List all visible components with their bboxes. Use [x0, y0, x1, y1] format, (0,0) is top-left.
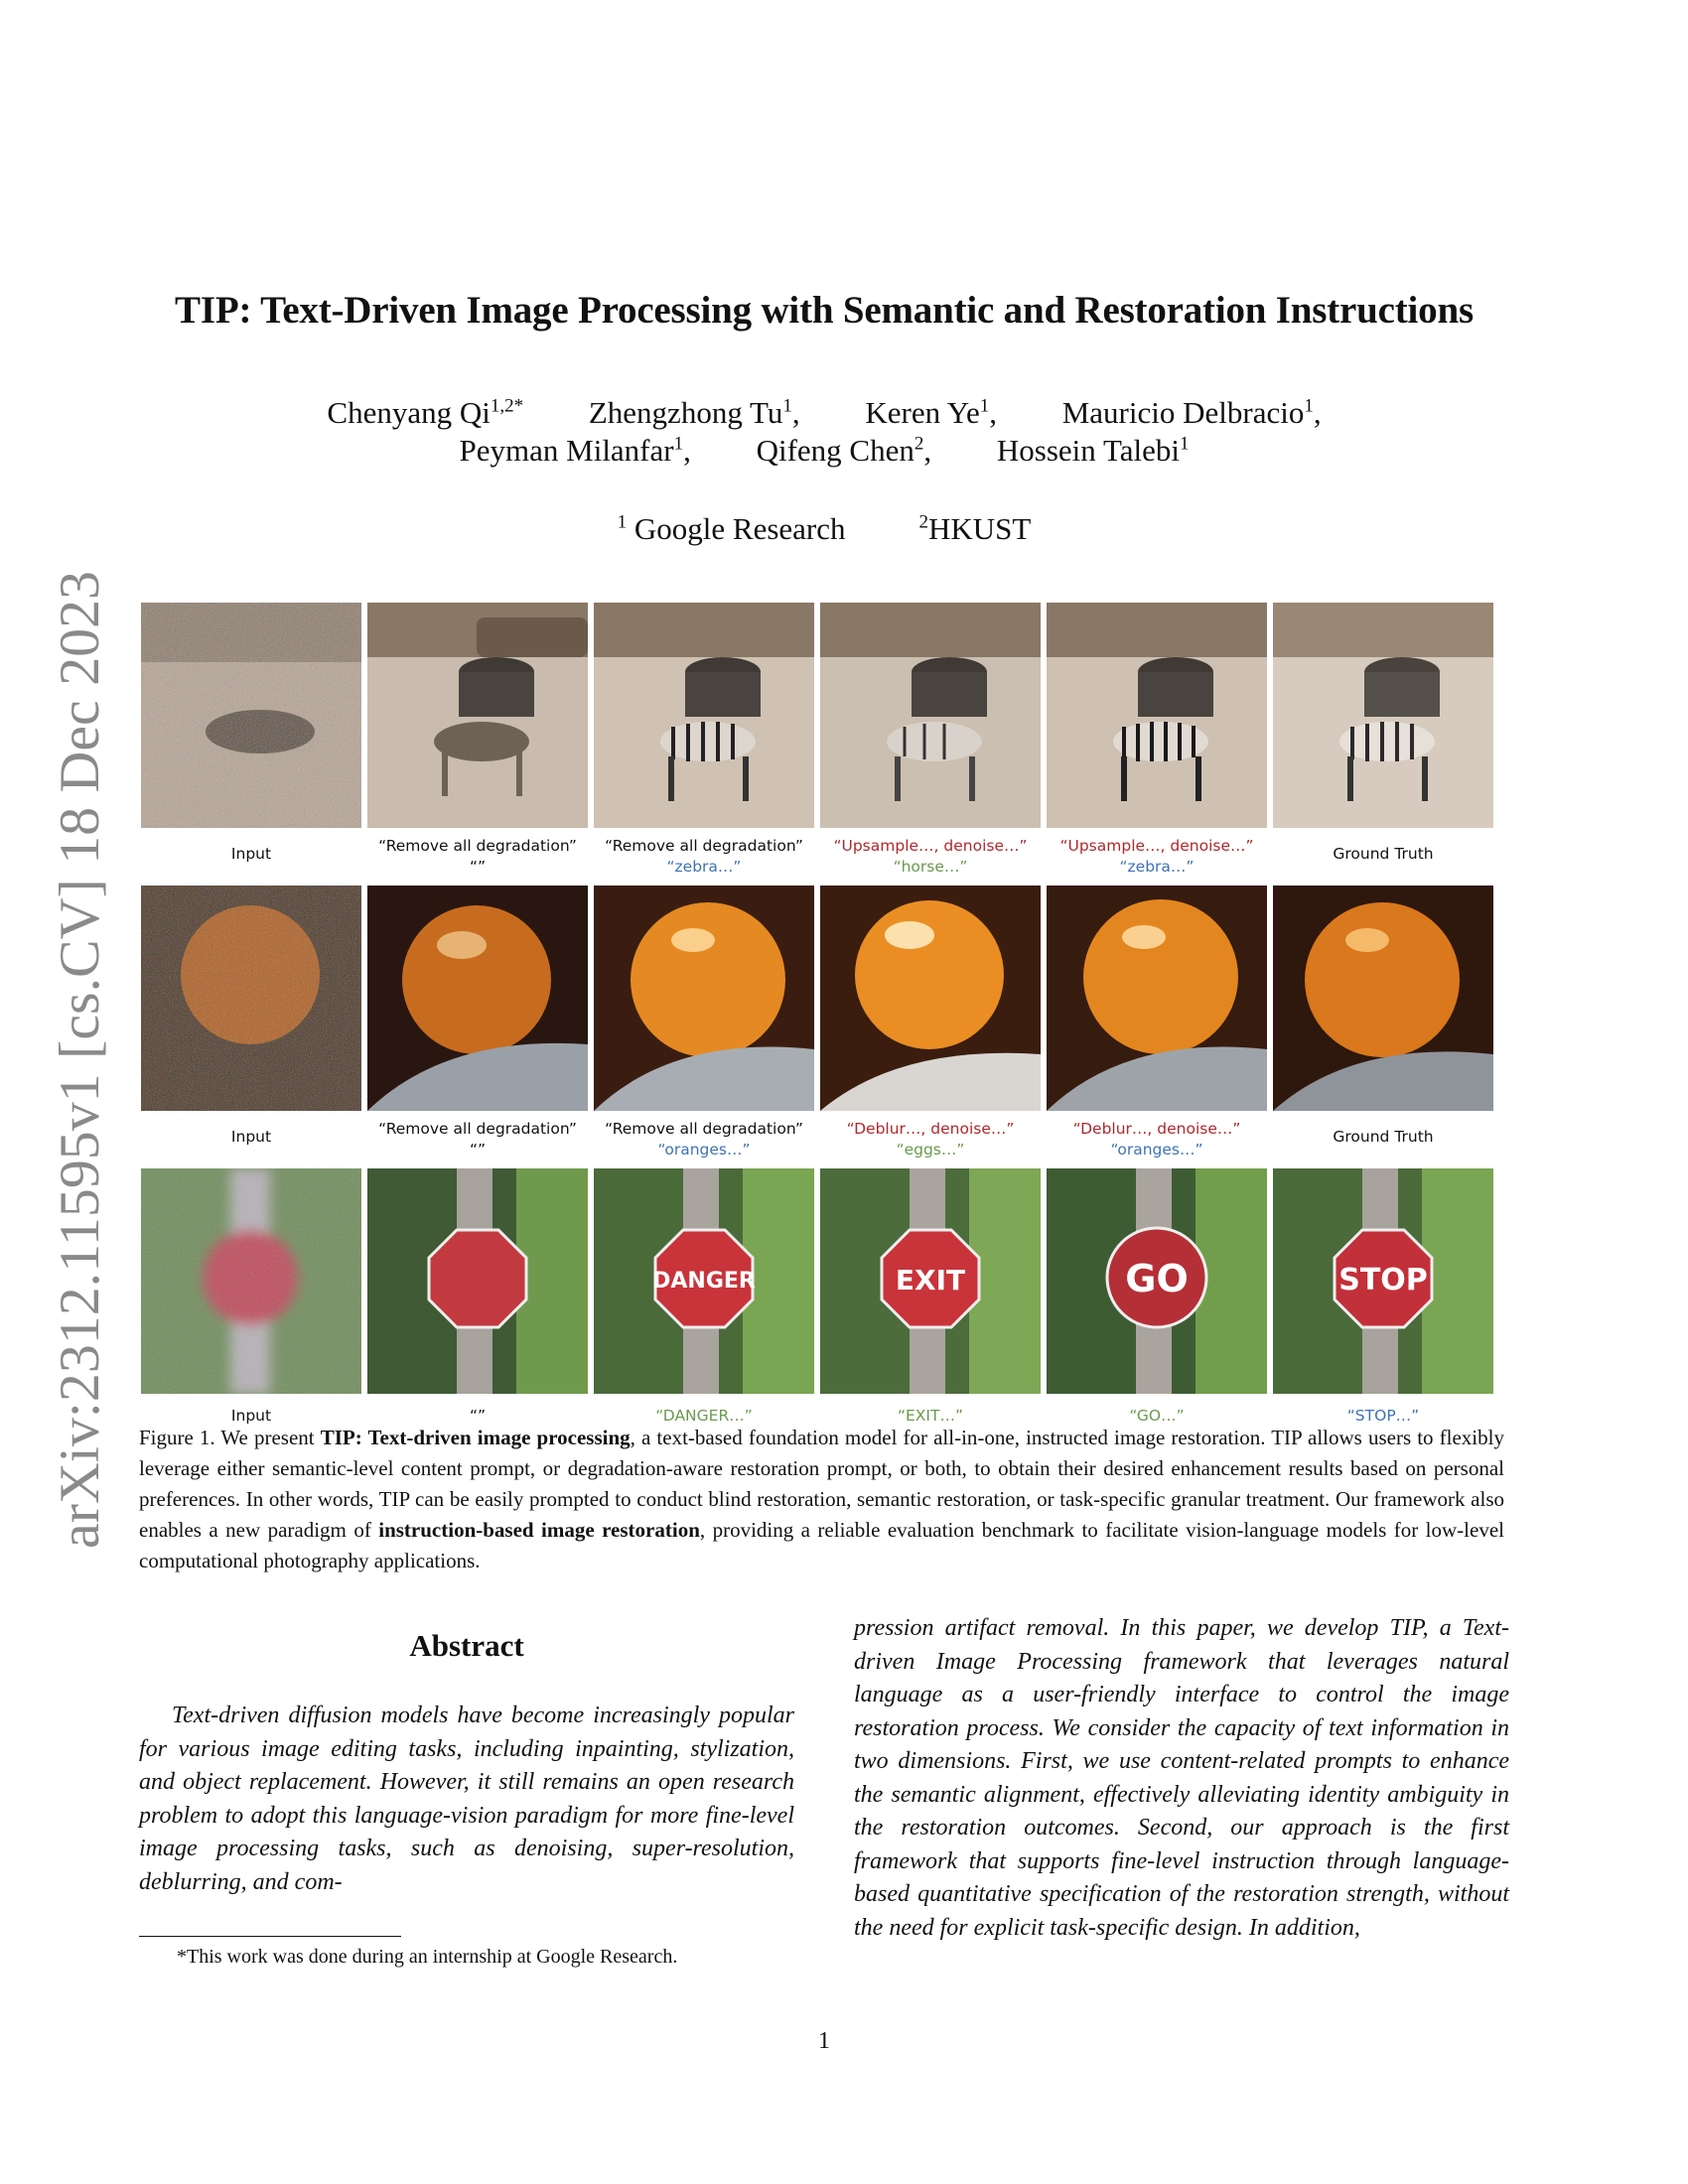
subcaption-line: Ground Truth	[1333, 1128, 1434, 1146]
subcaption-line: Input	[230, 1407, 272, 1425]
subcaption	[1047, 1119, 1267, 1168]
affil-name: Google Research	[633, 511, 846, 546]
figure-captions-zebra	[141, 828, 1501, 886]
subcaption-line: “horse…”	[893, 858, 968, 876]
author-affil: 1	[1304, 395, 1314, 417]
author-affil: 1,2*	[490, 395, 524, 417]
subcaption	[1273, 836, 1493, 886]
author-comma: ,	[791, 395, 800, 430]
zebra-output-horse-prompt	[820, 603, 1041, 828]
author-name: Qifeng Chen	[756, 433, 914, 468]
subcaption	[594, 1119, 814, 1168]
subcaption-line: “oranges…”	[1110, 1141, 1203, 1159]
subcaption-line: “Remove all degradation”	[605, 1120, 803, 1138]
subcaption	[820, 836, 1041, 886]
sign-output-go	[1047, 1168, 1267, 1394]
sign-output-danger	[594, 1168, 814, 1394]
caption-text: Figure 1. We present	[139, 1426, 321, 1449]
figure-row-oranges	[141, 886, 1501, 1111]
subcaption-line: Ground Truth	[1333, 845, 1434, 863]
subcaption	[141, 1119, 361, 1168]
author-affil: 1	[782, 395, 792, 417]
affil-num: 2	[918, 511, 929, 533]
author-affil: 1	[979, 395, 990, 417]
author-name: Mauricio Delbracio	[1061, 395, 1305, 430]
orange-output-orange-prompt	[594, 886, 814, 1111]
caption-bold: instruction-based image restoration	[378, 1518, 700, 1542]
zebra-output-blind	[367, 603, 588, 828]
orange-ground-truth	[1273, 886, 1493, 1111]
author-comma: ,	[923, 433, 932, 468]
author-name: Peyman Milanfar	[459, 433, 674, 468]
author-comma: ,	[683, 433, 691, 468]
caption-text: , a text-based foundation model for all-in-one, instructed image restoration. TIP allows users to flexibly leverage either semantic-level content prompt, or degradation-aware restoration prompt, or both, to obtain their desired enhancement results based on personal preferences. In other words, TIP can be easily prompted to conduct blind restoration, semantic restoration, or task-specific granular treatment. Our framework also enables a new paradigm of	[139, 1426, 1504, 1542]
subcaption-line: “STOP…”	[1346, 1407, 1420, 1425]
author-row-2	[0, 433, 1648, 469]
subcaption-line: “Deblur…, denoise…”	[1072, 1120, 1241, 1138]
figure-1	[141, 603, 1501, 1427]
sign-text: EXIT	[895, 1264, 966, 1297]
sign-text: STOP	[1338, 1263, 1428, 1297]
figure-captions-oranges	[141, 1111, 1501, 1168]
zebra-input-image	[141, 603, 361, 828]
subcaption	[141, 836, 361, 886]
subcaption-line: “Deblur…, denoise…”	[846, 1120, 1015, 1138]
zebra-output-restore-zebra	[1047, 603, 1267, 828]
orange-output-egg-prompt	[820, 886, 1041, 1111]
subcaption-line: “EXIT…”	[897, 1407, 963, 1425]
affil-name: HKUST	[928, 511, 1032, 546]
subcaption-line: Input	[230, 1128, 272, 1146]
orange-output-restore-orange	[1047, 886, 1267, 1111]
subcaption	[367, 836, 588, 886]
arxiv-stamp-svg	[55, 571, 114, 1549]
figure-row-zebra	[141, 603, 1501, 828]
affil-num: 1	[617, 511, 628, 533]
page-number: 1	[818, 2028, 830, 2054]
sign-input-image	[141, 1168, 361, 1394]
footnote-rule	[139, 1936, 401, 1937]
author-name: Zhengzhong Tu	[588, 395, 783, 430]
subcaption-line: “DANGER…”	[655, 1407, 753, 1425]
abstract-text-left: Text-driven diffusion models have become increasingly popular for various image editing tasks, including inpainting, stylization, and object replacement. However, it still remains an open research problem to adopt this language-vision paradigm for more fine-level image processing tasks, such as denoising, super-resolution, deblurring, and com-	[139, 1703, 794, 1895]
arxiv-stamp-text: arXiv:2312.11595v1 [cs.CV] 18 Dec 2023	[55, 586, 111, 1549]
subcaption	[1047, 836, 1267, 886]
sign-output-exit	[820, 1168, 1041, 1394]
subcaption-line: “Remove all degradation”	[378, 1120, 577, 1138]
orange-input-image	[141, 886, 361, 1111]
caption-bold: TIP: Text-driven image processing	[320, 1426, 631, 1449]
sign-text: GO	[1125, 1257, 1189, 1300]
abstract-heading: Abstract	[409, 1628, 524, 1663]
zebra-output-zebra-prompt	[594, 603, 814, 828]
subcaption	[1273, 1119, 1493, 1168]
subcaption-line: “zebra…”	[1119, 858, 1195, 876]
caption-text: , providing a reliable evaluation benchmark to facilitate vision-language models for low-level computational photography applications.	[139, 1518, 1504, 1572]
affiliations	[0, 511, 1648, 547]
subcaption-line: “Remove all degradation”	[378, 837, 577, 855]
author-affil: 2	[914, 433, 924, 455]
subcaption	[367, 1119, 588, 1168]
subcaption-line: “Remove all degradation”	[605, 837, 803, 855]
author-affil: 1	[1179, 433, 1190, 455]
author-name: Hossein Talebi	[996, 433, 1180, 468]
subcaption-line: “GO…”	[1129, 1407, 1185, 1425]
subcaption-line: “Upsample…, denoise…”	[1059, 837, 1254, 855]
author-affil: 1	[673, 433, 684, 455]
subcaption-line: “”	[469, 858, 487, 876]
subcaption-line: Input	[230, 845, 272, 863]
author-comma: ,	[989, 395, 997, 430]
abstract-text-right: pression artifact removal. In this paper, we develop TIP, a Text-driven Image Processing framework that leverages natural language as a user-friendly interface to control the image restoration process. We consider the capacity of text information in two dimensions. First, we use content-related prompts to enhance the semantic alignment, effectively alleviating identity ambiguity in the restoration outcomes. Second, our approach is the first framework that supports fine-level instruction through language-based quantitative specification of the restoration strength, without the need for explicit task-specific design. In addition,	[854, 1615, 1509, 1941]
author-name: Chenyang Qi	[327, 395, 491, 430]
subcaption-line: “”	[469, 1141, 487, 1159]
arxiv-stamp	[55, 571, 114, 1549]
subcaption-line: “zebra…”	[666, 858, 742, 876]
zebra-ground-truth	[1273, 603, 1493, 828]
author-name: Keren Ye	[865, 395, 980, 430]
sign-output-empty-prompt	[367, 1168, 588, 1394]
sign-text: DANGER	[652, 1269, 756, 1294]
footnote: *This work was done during an internship at Google Research.	[177, 1946, 678, 1968]
figure-row-signs	[141, 1168, 1501, 1394]
left-column	[139, 1628, 794, 1899]
paper-title: TIP: Text-Driven Image Processing with Semantic and Restoration Instructions	[175, 289, 1474, 332]
figure-caption	[139, 1423, 1504, 1576]
author-row-1	[0, 395, 1648, 431]
subcaption	[820, 1119, 1041, 1168]
subcaption-line: “”	[469, 1407, 487, 1425]
subcaption-line: “eggs…”	[896, 1141, 965, 1159]
author-comma: ,	[1313, 395, 1322, 430]
orange-output-blind	[367, 886, 588, 1111]
sign-ground-truth	[1273, 1168, 1493, 1394]
subcaption-line: “Upsample…, denoise…”	[833, 837, 1028, 855]
subcaption	[594, 836, 814, 886]
subcaption-line: “oranges…”	[657, 1141, 751, 1159]
